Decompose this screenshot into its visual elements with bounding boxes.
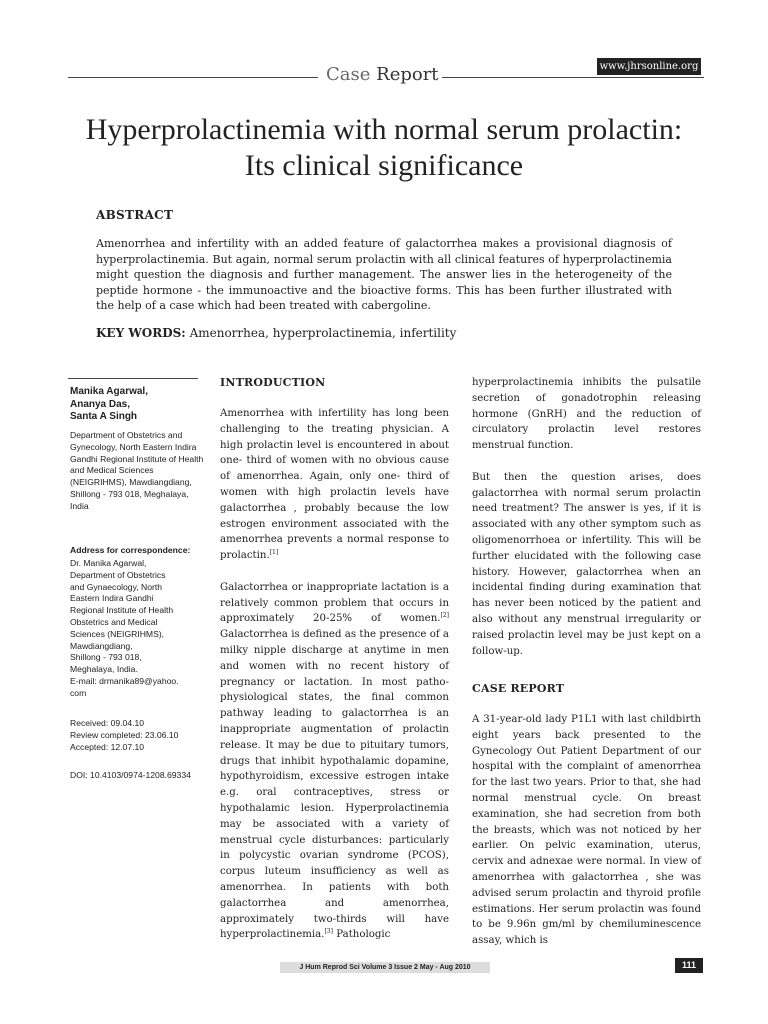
- address-line: Dr. Manika Agarwal,: [70, 558, 147, 568]
- correspondence-heading: Address for correspondence:: [70, 545, 191, 555]
- title-line-2: Its clinical significance: [244, 149, 524, 182]
- introduction-heading: INTRODUCTION: [220, 376, 326, 389]
- author-list: [70, 386, 205, 424]
- address-line: Mawdiangdiang,: [70, 640, 133, 651]
- article-dates: [70, 718, 210, 753]
- correspondence-address: [70, 558, 205, 700]
- sidebar-rule: [68, 378, 198, 379]
- case-report-heading: CASE REPORT: [472, 682, 565, 695]
- citation: [2]: [440, 612, 449, 620]
- right-column-body: [472, 375, 701, 675]
- abstract-text: Amenorrhea and infertility with an added feature of galactorrhea makes a provisional diagnosis of hyperprolactinemia. But again, normal serum prolactin with all clinical features of hyperprolactinemia might question the diagnosis and further management. The answer lies in the heterogeneity of the peptide hormone - the immunoactive and the bioactive forms. This has been further illustrated with the help of a case which had been treated with cabergoline.: [96, 237, 672, 313]
- title-line-1: Hyperprolactinemia with normal serum prolactin:: [85, 113, 683, 146]
- address-line: Meghalaya, India.: [70, 664, 138, 675]
- abstract-heading: ABSTRACT: [96, 208, 174, 222]
- paragraph: [220, 406, 449, 564]
- email-line: com: [70, 687, 87, 698]
- section-label-report: Report: [376, 64, 439, 85]
- keywords-label: KEY WORDS:: [96, 326, 186, 340]
- address-line: Shillong - 793 018,: [70, 652, 142, 663]
- paragraph-text: Pathologic: [332, 929, 391, 941]
- footer-journal-info: J Hum Reprod Sci Volume 3 Issue 2 May - Aug 2010: [280, 962, 490, 973]
- author-name: Ananya Das,: [70, 398, 131, 410]
- header-rule-right: [442, 77, 704, 78]
- paragraph-text: Galactorrhea is defined as the presence of a milky nipple discharge at anytime in men and women with no recent history of pregnancy or lactation. In most patho-physiological states, the final common pathway leading to galactorrhea is an inappropriate augmentation of prolactin release. It may be due to pituitary tumors, drugs that inhibit hypothalamic dopamine, hypothyroidism, excessive estrogen intake e.g. oral contraceptives, stress or hypothalamic lesion. Hyperprolactinemia may be associated with a variety of menstrual cycle disturbances: particularly in polycystic ovarian syndrome (PCOS), corpus luteum insufficiency as well as amenorrhea. In patients with both galactorrhea and amenorrhea, approximately two-thirds will have hyperprolactinemia.: [220, 629, 449, 941]
- citation: [1]: [269, 549, 279, 557]
- website-badge: www.jhrsonline.org: [597, 58, 701, 75]
- paragraph-text: Galactorrhea or inappropriate lactation is a relatively common problem that occurs in approximately 20-25% of women.: [220, 581, 449, 625]
- affiliation: Department of Obstetrics and Gynecology, North Eastern Indira Gandhi Regional Institute of Health and Medical Sciences (NEIGRIHMS), Mawdiangdiang, Shillong - 793 018, Meghalaya, India: [70, 430, 204, 511]
- citation: [3]: [324, 928, 333, 936]
- address-line: Sciences (NEIGRIHMS),: [70, 628, 165, 639]
- section-label: [326, 64, 439, 85]
- address-line: Regional Institute of Health: [70, 605, 174, 616]
- paragraph: [220, 580, 449, 943]
- email-line: E-mail: drmanika89@yahoo.: [70, 675, 179, 686]
- keywords: [96, 325, 672, 341]
- paragraph: A 31-year-old lady P1L1 with last childbirth eight years back presented to the Gynecology Out Patient Department of our hospital with the complaint of amenorrhea for the last two years. Prior to that, she had normal menstrual cycle. On breast examination, she had secretion from both the breasts, which was not noticed by her earlier. On pelvic examination, uterus, cervix and adnexae were normal. In view of amenorrhea with galactorrhea , she was advised serum prolactin and thyroid profile estimations. Her serum prolactin was found to be 9.96n gm/ml by chemiluminescence assay, which is: [472, 714, 701, 947]
- introduction-body: [220, 406, 449, 959]
- address-line: Eastern Indira Gandhi: [70, 593, 154, 604]
- case-report-body: [472, 712, 701, 965]
- review-date: Review completed: 23.06.10: [70, 729, 179, 740]
- paragraph: hyperprolactinemia inhibits the pulsatile secretion of gonadotrophin releasing hormone (GnRH) and the reduction of circulatory prolactin level restores menstrual function.: [472, 377, 701, 452]
- paragraph-text: Amenorrhea with infertility has long been challenging to the treating physician. A high prolactin level is encountered in about one- third of women with no obvious cause of amenorrhea. Again, only one- third of women with high prolactin levels have galactorrhea , probably because the low estrogen environment associated with the amenorrhea prevents a normal response to prolactin.: [220, 408, 449, 562]
- keywords-list: Amenorrhea, hyperprolactinemia, infertility: [189, 326, 457, 340]
- section-label-case: Case: [326, 64, 371, 85]
- address-line: Obstetrics and Medical: [70, 616, 158, 627]
- header-rule-left: [68, 77, 318, 78]
- accepted-date: Accepted: 12.07.10: [70, 741, 145, 752]
- paragraph: But then the question arises, does galactorrhea with normal serum prolactin need treatment? The answer is yes, if it is associated with any other symptom such as oligomenorrhoea or infertility. This will be further elucidated with the following case history. However, galactorrhea when an incidental finding during examination that has never been noticed by the patient and also without any menstrual irregularity or raised prolactin level may be just kept on a follow-up.: [472, 471, 701, 657]
- address-line: Department of Obstetrics: [70, 569, 166, 580]
- author-name: Santa A Singh: [70, 411, 138, 422]
- author-name: Manika Agarwal,: [70, 386, 148, 397]
- article-title: [40, 112, 728, 184]
- address-line: and Gynaecology, North: [70, 581, 163, 592]
- received-date: Received: 09.04.10: [70, 718, 145, 728]
- doi: DOI: 10.4103/0974-1208.69334: [70, 770, 191, 780]
- page-number: 111: [675, 958, 703, 973]
